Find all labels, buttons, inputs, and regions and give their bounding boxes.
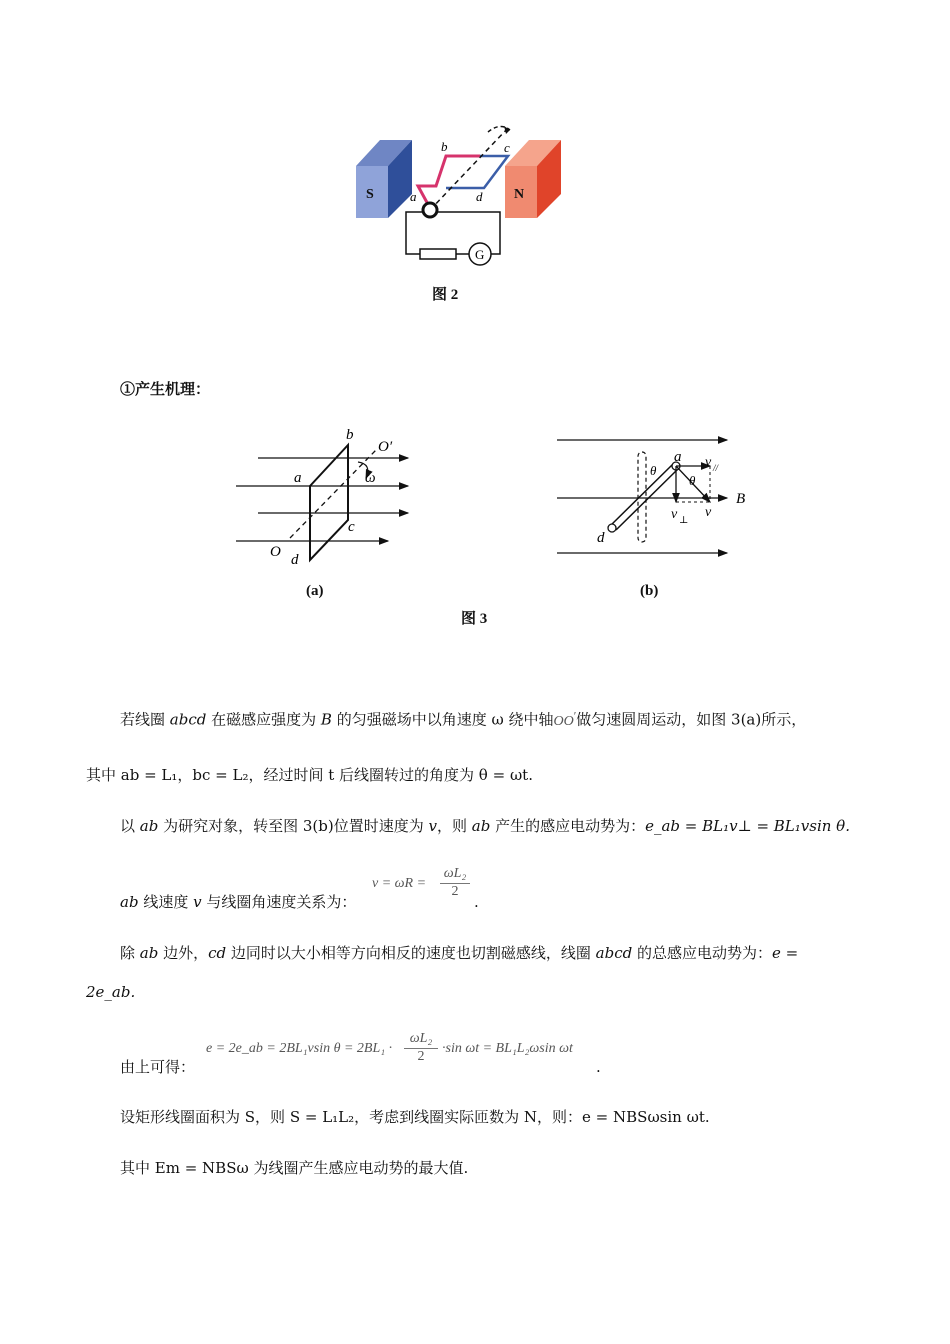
- s-label: S: [366, 187, 374, 202]
- svg-text:c: c: [348, 519, 355, 535]
- paragraph-5-line2: 2e_ab.: [86, 983, 136, 1001]
- svg-text:c: c: [504, 140, 510, 155]
- svg-text:a: a: [674, 449, 682, 465]
- figure-3-caption: 图 3: [461, 611, 488, 627]
- svg-text:B: B: [736, 491, 746, 507]
- svg-text:b: b: [441, 139, 448, 154]
- paragraph-3: 以 ab 为研究对象，转至图 3(b)位置时速度为 v，则 ab 产生的感应电动势为：e_ab = BL₁v⊥ = BL₁vsin θ.: [120, 817, 850, 835]
- figure-3b-label: (b): [640, 583, 659, 599]
- velocity-formula: v = ωR =: [372, 876, 427, 891]
- svg-text:O: O: [270, 544, 281, 560]
- paragraph-5: 除 ab 边外，cd 边同时以大小相等方向相反的速度也切割磁感线，线圈 abcd 的总感应电动势为：e =: [120, 944, 799, 962]
- svg-text:b: b: [346, 427, 354, 443]
- emf-fraction: ωL₂ 2: [404, 1031, 438, 1065]
- svg-text:a: a: [294, 470, 302, 486]
- figure-3a-label: (a): [306, 583, 324, 599]
- figure-2-caption: 图 2: [432, 287, 459, 303]
- svg-text:θ: θ: [689, 473, 696, 488]
- galvanometer-label: G: [475, 247, 485, 262]
- velocity-fraction: ωL₂ 2: [440, 866, 470, 900]
- paragraph-4: ab 线速度 v 与线圈角速度关系为：: [120, 893, 357, 911]
- svg-text:O′: O′: [378, 439, 393, 455]
- section-heading: ①产生机理：: [120, 380, 211, 398]
- paragraph-1: 若线圈 abcd 在磁感应强度为 B 的匀强磁场中以角速度 ω 绕中轴OO′做匀速圆周运动，如图 3(a)所示，: [120, 709, 807, 729]
- svg-text:d: d: [597, 530, 605, 546]
- figure-3b-diagram: [555, 430, 755, 560]
- paragraph-2: 其中 ab = L₁，bc = L₂，经过时间 t 后线圈转过的角度为 θ = ωt.: [86, 766, 533, 784]
- emf-formula-part2: ·sin ωt = BL₁L₂ωsin ωt: [442, 1041, 573, 1056]
- svg-text:ω: ω: [365, 470, 376, 486]
- svg-text:v: v: [705, 505, 712, 520]
- svg-text:θ: θ: [650, 463, 657, 478]
- figure-2-diagram: [350, 118, 570, 270]
- paragraph-7: 设矩形线圈面积为 S，则 S = L₁L₂，考虑到线圈实际匝数为 N，则：e = NBSωsin ωt.: [120, 1108, 710, 1126]
- svg-text://: //: [713, 463, 719, 473]
- svg-text:d: d: [291, 552, 299, 568]
- svg-text:a: a: [410, 189, 417, 204]
- svg-text:⊥: ⊥: [679, 515, 689, 526]
- svg-text:d: d: [476, 189, 483, 204]
- n-label: N: [514, 187, 525, 202]
- paragraph-6: 由上可得：: [120, 1058, 196, 1076]
- svg-text:v: v: [705, 455, 712, 470]
- paragraph-8: 其中 Em = NBSω 为线圈产生感应电动势的最大值.: [120, 1159, 469, 1177]
- figure-3a-diagram: [228, 420, 418, 575]
- emf-formula-part1: e = 2e_ab = 2BL₁vsin θ = 2BL₁ ·: [206, 1041, 393, 1056]
- svg-text:v: v: [671, 507, 678, 522]
